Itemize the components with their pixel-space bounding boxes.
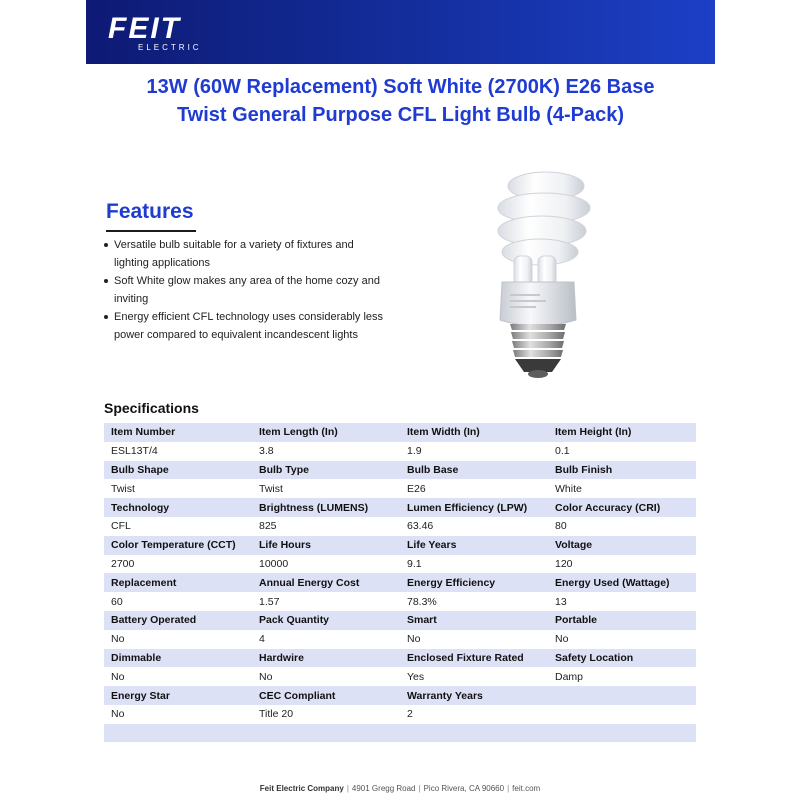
spec-label: Pack Quantity bbox=[252, 611, 400, 630]
spec-header-row bbox=[104, 573, 696, 592]
spec-value: No bbox=[104, 630, 252, 649]
spec-label: Life Hours bbox=[252, 536, 400, 555]
spec-label: Bulb Finish bbox=[548, 461, 696, 480]
spec-label: Bulb Shape bbox=[104, 461, 252, 480]
spec-value: 10000 bbox=[252, 555, 400, 574]
feature-item: Energy efficient CFL technology uses considerably less power compared to equivalent incandescent lights bbox=[104, 308, 384, 344]
product-title-line-1: 13W (60W Replacement) Soft White (2700K) E26 Base bbox=[146, 76, 655, 98]
spec-value-row bbox=[104, 705, 696, 724]
spec-value: No bbox=[548, 630, 696, 649]
spec-header-row bbox=[104, 498, 696, 517]
spec-value: 825 bbox=[252, 517, 400, 536]
spec-value-row bbox=[104, 555, 696, 574]
product-title-line-2: Twist General Purpose CFL Light Bulb (4-Pack) bbox=[176, 104, 625, 126]
spec-value: E26 bbox=[400, 479, 548, 498]
spec-value-row bbox=[104, 592, 696, 611]
spec-label bbox=[548, 686, 696, 705]
spec-label: Color Temperature (CCT) bbox=[104, 536, 252, 555]
feature-item: Soft White glow makes any area of the home cozy and inviting bbox=[104, 272, 384, 308]
spec-value-row bbox=[104, 479, 696, 498]
features-heading: Features bbox=[106, 200, 194, 223]
spec-value: 2 bbox=[400, 705, 548, 724]
spec-label: Energy Used (Wattage) bbox=[548, 573, 696, 592]
spec-header-row bbox=[104, 423, 696, 442]
spec-label: Replacement bbox=[104, 573, 252, 592]
spec-value: No bbox=[252, 667, 400, 686]
spec-value: 80 bbox=[548, 517, 696, 536]
feit-logo bbox=[108, 14, 202, 52]
spec-value: White bbox=[548, 479, 696, 498]
footer-separator: | bbox=[418, 784, 421, 793]
spec-value: 4 bbox=[252, 630, 400, 649]
spec-label: Energy Efficiency bbox=[400, 573, 548, 592]
features-underline bbox=[106, 230, 196, 232]
cfl-bulb-image bbox=[480, 164, 620, 394]
spec-label: Battery Operated bbox=[104, 611, 252, 630]
spec-label: Bulb Type bbox=[252, 461, 400, 480]
spec-label: Energy Star bbox=[104, 686, 252, 705]
footer-company: Feit Electric Company bbox=[259, 784, 344, 793]
logo-subtitle: ELECTRIC bbox=[138, 43, 202, 52]
spec-label: Technology bbox=[104, 498, 252, 517]
spec-filler-cell bbox=[400, 724, 548, 742]
spec-label: Dimmable bbox=[104, 649, 252, 668]
spec-filler-cell bbox=[548, 724, 696, 742]
spec-filler-cell bbox=[252, 724, 400, 742]
spec-header-row bbox=[104, 536, 696, 555]
spec-header-row bbox=[104, 611, 696, 630]
feature-item: Versatile bulb suitable for a variety of fixtures and lighting applications bbox=[104, 236, 384, 272]
spec-header-row bbox=[104, 461, 696, 480]
product-title bbox=[86, 73, 715, 129]
spec-value: 1.57 bbox=[252, 592, 400, 611]
spec-value: 1.9 bbox=[400, 442, 548, 461]
spec-label: Lumen Efficiency (LPW) bbox=[400, 498, 548, 517]
footer bbox=[0, 784, 800, 793]
spec-value: 2700 bbox=[104, 555, 252, 574]
spec-label: Item Number bbox=[104, 423, 252, 442]
specifications-table bbox=[104, 423, 696, 742]
specifications-heading: Specifications bbox=[104, 400, 199, 416]
spec-label: CEC Compliant bbox=[252, 686, 400, 705]
spec-value bbox=[548, 705, 696, 724]
spec-value-row bbox=[104, 630, 696, 649]
spec-value: 60 bbox=[104, 592, 252, 611]
footer-separator: | bbox=[507, 784, 510, 793]
spec-label: Item Length (In) bbox=[252, 423, 400, 442]
spec-value-row bbox=[104, 667, 696, 686]
header-banner bbox=[86, 0, 715, 64]
logo-wordmark: FEIT bbox=[108, 12, 181, 45]
spec-label: Voltage bbox=[548, 536, 696, 555]
spec-label: Hardwire bbox=[252, 649, 400, 668]
spec-value: Title 20 bbox=[252, 705, 400, 724]
spec-label: Warranty Years bbox=[400, 686, 548, 705]
spec-value: 78.3% bbox=[400, 592, 548, 611]
spec-label: Life Years bbox=[400, 536, 548, 555]
spec-header-row bbox=[104, 649, 696, 668]
spec-value: Damp bbox=[548, 667, 696, 686]
spec-value: No bbox=[400, 630, 548, 649]
spec-value-row bbox=[104, 517, 696, 536]
spec-value: 63.46 bbox=[400, 517, 548, 536]
spec-label: Smart bbox=[400, 611, 548, 630]
spec-label: Color Accuracy (CRI) bbox=[548, 498, 696, 517]
spec-value: 13 bbox=[548, 592, 696, 611]
spec-label: Portable bbox=[548, 611, 696, 630]
footer-separator: | bbox=[346, 784, 349, 793]
features-list bbox=[104, 236, 384, 344]
spec-label: Annual Energy Cost bbox=[252, 573, 400, 592]
spec-value: CFL bbox=[104, 517, 252, 536]
spec-label: Item Height (In) bbox=[548, 423, 696, 442]
footer-address: 4901 Gregg Road bbox=[351, 784, 416, 793]
spec-label: Brightness (LUMENS) bbox=[252, 498, 400, 517]
spec-label: Bulb Base bbox=[400, 461, 548, 480]
spec-label: Item Width (In) bbox=[400, 423, 548, 442]
spec-label: Safety Location bbox=[548, 649, 696, 668]
spec-value: 9.1 bbox=[400, 555, 548, 574]
spec-value: 120 bbox=[548, 555, 696, 574]
spec-value-row bbox=[104, 442, 696, 461]
footer-city: Pico Rivera, CA 90660 bbox=[423, 784, 505, 793]
spec-value: Yes bbox=[400, 667, 548, 686]
spec-label: Enclosed Fixture Rated bbox=[400, 649, 548, 668]
spec-value: 0.1 bbox=[548, 442, 696, 461]
spec-value: No bbox=[104, 705, 252, 724]
spec-value: 3.8 bbox=[252, 442, 400, 461]
spec-value: No bbox=[104, 667, 252, 686]
spec-header-row bbox=[104, 686, 696, 705]
item-number-link[interactable]: ESL13T/4 bbox=[104, 442, 252, 461]
spec-value: Twist bbox=[252, 479, 400, 498]
spec-filler-row bbox=[104, 724, 696, 742]
spec-value: Twist bbox=[104, 479, 252, 498]
footer-website-link[interactable]: feit.com bbox=[512, 784, 541, 793]
spec-filler-cell bbox=[104, 724, 252, 742]
